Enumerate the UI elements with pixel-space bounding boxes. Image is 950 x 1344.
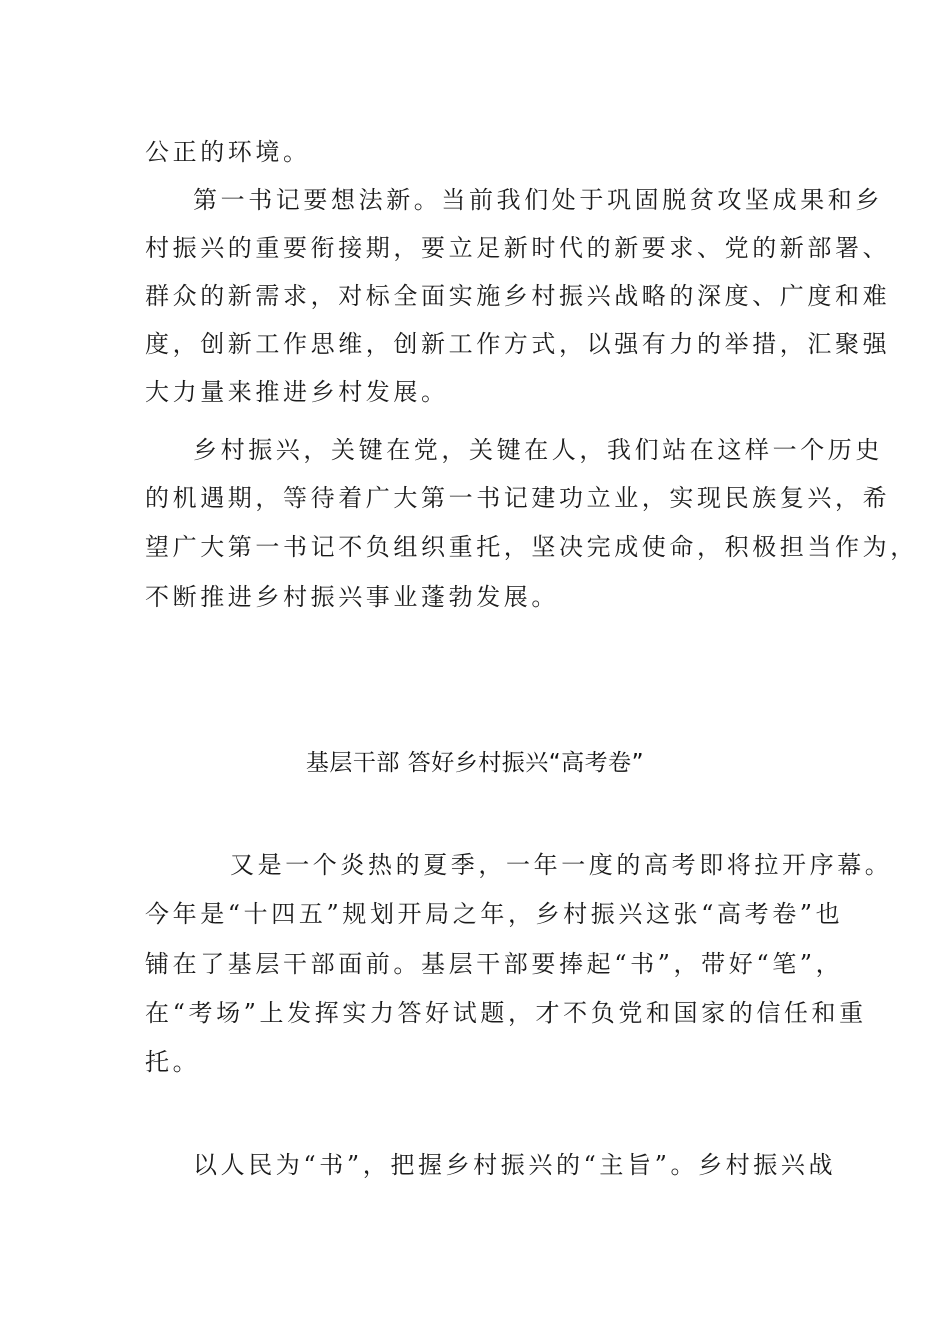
paragraph-line: 望广大第一书记不负组织重托，坚决完成使命，积极担当作为， [145,533,918,561]
paragraph-line: 在“考场”上发挥实力答好试题，才不负党和国家的信任和重 [145,999,867,1027]
paragraph-line: 今年是“十四五”规划开局之年，乡村振兴这张“高考卷”也 [145,900,844,928]
paragraph-line: 的机遇期，等待着广大第一书记建功立业，实现民族复兴，希 [145,484,891,512]
paragraph-line: 不断推进乡村振兴事业蓬勃发展。 [145,583,559,611]
paragraph-line: 乡村振兴，关键在党，关键在人，我们站在这样一个历史 [193,436,883,464]
paragraph-line: 公正的环境。 [145,138,311,166]
paragraph-line: 又是一个炎热的夏季，一年一度的高考即将拉开序幕。 [230,851,893,879]
paragraph-line: 以人民为“书”，把握乡村振兴的“主旨”。乡村振兴战 [193,1151,837,1179]
paragraph-line: 度，创新工作思维，创新工作方式，以强有力的举措，汇聚强 [145,330,891,358]
paragraph-line: 托。 [145,1048,201,1076]
paragraph-line: 村振兴的重要衔接期，要立足新时代的新要求、党的新部署、 [145,234,891,262]
paragraph-line: 第一书记要想法新。当前我们处于巩固脱贫攻坚成果和乡 [193,186,883,214]
paragraph-line: 大力量来推进乡村发展。 [145,378,449,406]
paragraph-line: 铺在了基层干部面前。基层干部要捧起“书”，带好“笔”， [145,950,844,978]
section-title: 基层干部 答好乡村振兴“高考卷” [305,750,645,776]
paragraph-line: 群众的新需求，对标全面实施乡村振兴战略的深度、广度和难 [145,282,891,310]
